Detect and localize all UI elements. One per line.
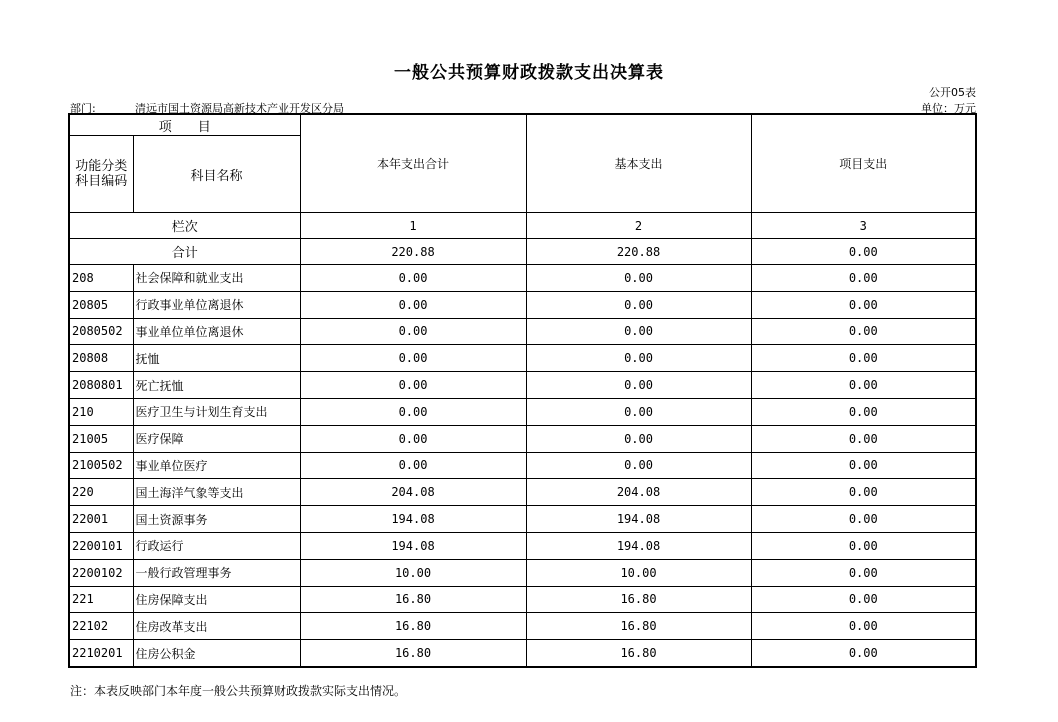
row-name: 住房改革支出 xyxy=(133,613,300,640)
col-no-2: 2 xyxy=(526,213,751,239)
row-total: 10.00 xyxy=(300,559,526,586)
row-total: 16.80 xyxy=(300,586,526,613)
row-name: 住房公积金 xyxy=(133,640,300,667)
table-row xyxy=(69,532,976,559)
row-code: 2080502 xyxy=(69,318,133,345)
row-project: 0.00 xyxy=(751,613,976,640)
col-no-1: 1 xyxy=(300,213,526,239)
table-row xyxy=(69,345,976,372)
row-name: 医疗卫生与计划生育支出 xyxy=(133,398,300,425)
row-basic: 16.80 xyxy=(526,613,751,640)
table-row xyxy=(69,452,976,479)
table-row xyxy=(69,265,976,292)
row-basic: 0.00 xyxy=(526,425,751,452)
table-row xyxy=(69,425,976,452)
department-label: 部门: xyxy=(70,102,96,115)
row-name: 抚恤 xyxy=(133,345,300,372)
row-name: 事业单位医疗 xyxy=(133,452,300,479)
total-project: 0.00 xyxy=(751,239,976,265)
row-code: 20805 xyxy=(69,291,133,318)
row-code: 210 xyxy=(69,398,133,425)
row-project: 0.00 xyxy=(751,398,976,425)
row-project: 0.00 xyxy=(751,479,976,506)
row-total: 0.00 xyxy=(300,452,526,479)
row-code: 2200102 xyxy=(69,559,133,586)
row-total: 16.80 xyxy=(300,613,526,640)
table-row xyxy=(69,372,976,399)
row-project: 0.00 xyxy=(751,452,976,479)
total-label: 合计 xyxy=(69,239,300,265)
row-project: 0.00 xyxy=(751,506,976,533)
row-code: 2100502 xyxy=(69,452,133,479)
row-project: 0.00 xyxy=(751,425,976,452)
row-total: 0.00 xyxy=(300,318,526,345)
row-project: 0.00 xyxy=(751,291,976,318)
row-code: 22102 xyxy=(69,613,133,640)
row-basic: 10.00 xyxy=(526,559,751,586)
row-basic: 16.80 xyxy=(526,640,751,667)
row-total: 0.00 xyxy=(300,425,526,452)
row-project: 0.00 xyxy=(751,559,976,586)
row-code: 20808 xyxy=(69,345,133,372)
row-name: 行政运行 xyxy=(133,532,300,559)
row-name: 医疗保障 xyxy=(133,425,300,452)
header-func-code-line1: 功能分类 xyxy=(75,159,128,174)
table-row xyxy=(69,479,976,506)
form-code: 公开05表 xyxy=(929,86,976,99)
row-name: 一般行政管理事务 xyxy=(133,559,300,586)
department-name: 清远市国土资源局高新技术产业开发区分局 xyxy=(135,102,344,115)
row-total: 0.00 xyxy=(300,398,526,425)
row-code: 2080801 xyxy=(69,372,133,399)
row-basic: 0.00 xyxy=(526,345,751,372)
table-row xyxy=(69,318,976,345)
total-total: 220.88 xyxy=(300,239,526,265)
table-row xyxy=(69,398,976,425)
row-project: 0.00 xyxy=(751,265,976,292)
row-code: 21005 xyxy=(69,425,133,452)
header-col-project: 项目支出 xyxy=(751,114,976,213)
header-col-basic: 基本支出 xyxy=(526,114,751,213)
table-row xyxy=(69,506,976,533)
row-code: 2210201 xyxy=(69,640,133,667)
row-code: 208 xyxy=(69,265,133,292)
total-basic: 220.88 xyxy=(526,239,751,265)
table-row xyxy=(69,640,976,667)
row-name: 死亡抚恤 xyxy=(133,372,300,399)
row-name: 社会保障和就业支出 xyxy=(133,265,300,292)
row-project: 0.00 xyxy=(751,532,976,559)
row-basic: 16.80 xyxy=(526,586,751,613)
row-total: 204.08 xyxy=(300,479,526,506)
row-project: 0.00 xyxy=(751,640,976,667)
header-row-label: 栏次 xyxy=(69,213,300,239)
header-project: 项 目 xyxy=(69,114,300,136)
row-basic: 0.00 xyxy=(526,318,751,345)
row-total: 194.08 xyxy=(300,532,526,559)
row-basic: 204.08 xyxy=(526,479,751,506)
row-total: 0.00 xyxy=(300,345,526,372)
header-func-code-line2: 科目编码 xyxy=(75,174,128,189)
footnote: 注：本表反映部门本年度一般公共预算财政拨款实际支出情况。 xyxy=(70,684,407,698)
row-basic: 194.08 xyxy=(526,532,751,559)
row-name: 事业单位单位离退休 xyxy=(133,318,300,345)
row-code: 221 xyxy=(69,586,133,613)
table-row xyxy=(69,559,976,586)
row-basic: 0.00 xyxy=(526,452,751,479)
row-basic: 0.00 xyxy=(526,291,751,318)
table-row xyxy=(69,586,976,613)
row-code: 22001 xyxy=(69,506,133,533)
row-total: 0.00 xyxy=(300,291,526,318)
budget-table xyxy=(68,113,977,668)
row-basic: 0.00 xyxy=(526,265,751,292)
report-title: 一般公共预算财政拨款支出决算表 xyxy=(394,63,664,83)
row-project: 0.00 xyxy=(751,345,976,372)
row-basic: 0.00 xyxy=(526,398,751,425)
row-total: 16.80 xyxy=(300,640,526,667)
unit-label: 单位：万元 xyxy=(921,102,976,115)
header-subject-name: 科目名称 xyxy=(133,136,300,213)
row-total: 0.00 xyxy=(300,265,526,292)
col-no-3: 3 xyxy=(751,213,976,239)
row-code: 2200101 xyxy=(69,532,133,559)
row-basic: 194.08 xyxy=(526,506,751,533)
row-project: 0.00 xyxy=(751,372,976,399)
row-basic: 0.00 xyxy=(526,372,751,399)
row-name: 国土资源事务 xyxy=(133,506,300,533)
row-project: 0.00 xyxy=(751,318,976,345)
table-row xyxy=(69,613,976,640)
row-name: 行政事业单位离退休 xyxy=(133,291,300,318)
row-name: 住房保障支出 xyxy=(133,586,300,613)
row-project: 0.00 xyxy=(751,586,976,613)
row-total: 0.00 xyxy=(300,372,526,399)
table-row xyxy=(69,291,976,318)
header-func-code xyxy=(69,136,133,213)
header-col-total: 本年支出合计 xyxy=(300,114,526,213)
row-total: 194.08 xyxy=(300,506,526,533)
row-name: 国土海洋气象等支出 xyxy=(133,479,300,506)
row-code: 220 xyxy=(69,479,133,506)
